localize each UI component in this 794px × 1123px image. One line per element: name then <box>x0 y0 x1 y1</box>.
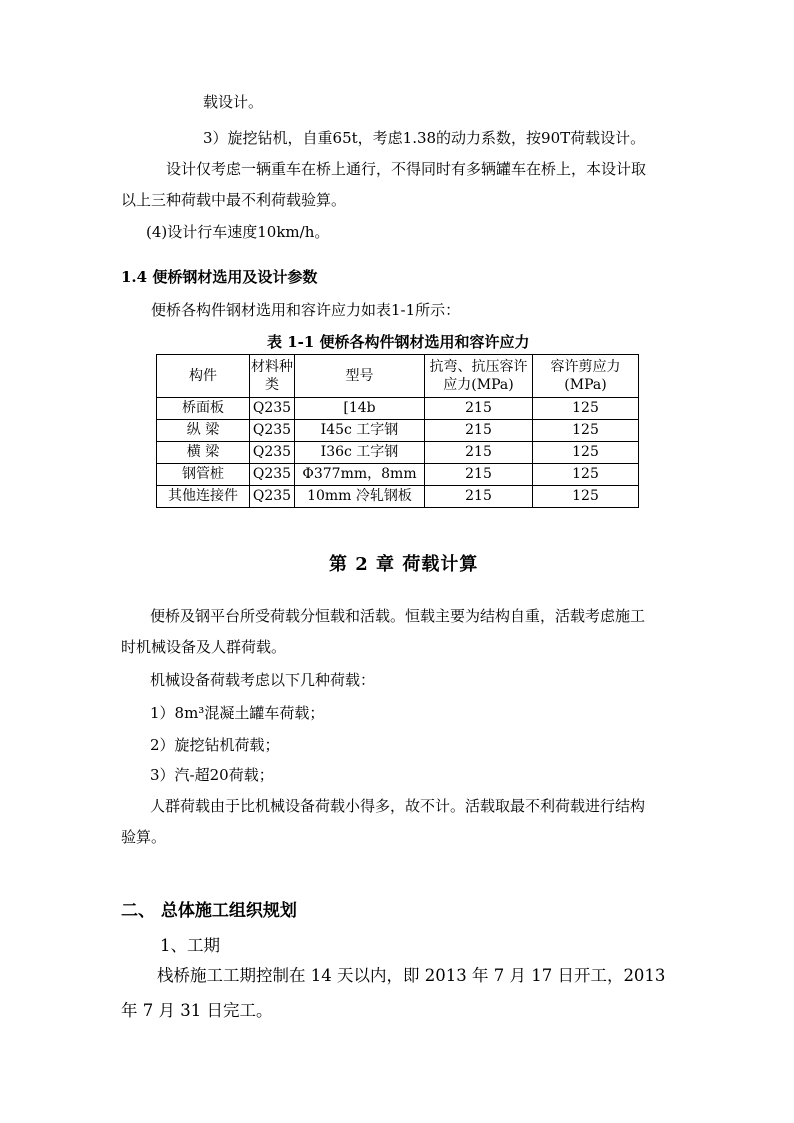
table-cell: 桥面板 <box>157 398 250 420</box>
table-cell: Q235 <box>250 442 295 464</box>
table-cell: 125 <box>533 420 639 442</box>
table-cell: 125 <box>533 398 639 420</box>
table-cell: I45c 工字钢 <box>295 420 425 442</box>
text-line: 栈桥施工工期控制在 14 天以内，即 2013 年 7 月 17 日开工，2013 <box>157 966 666 985</box>
table-cell: Q235 <box>250 420 295 442</box>
text-line: 便桥各构件钢材选用和容许应力如表1-1所示： <box>151 301 461 319</box>
list-item: 3）汽-超20荷载； <box>150 766 274 784</box>
part-heading: 二、 总体施工组织规划 <box>121 901 297 921</box>
table-caption: 表 1-1 便桥各构件钢材选用和容许应力 <box>267 333 530 351</box>
table-cell: 215 <box>425 398 533 420</box>
table-cell: 10mm 冷轧钢板 <box>295 486 425 508</box>
table-cell: 215 <box>425 464 533 486</box>
table-cell: I36c 工字钢 <box>295 442 425 464</box>
table-cell: 215 <box>425 420 533 442</box>
table-cell: 其他连接件 <box>157 486 250 508</box>
section-heading: 1.4 便桥钢材选用及设计参数 <box>121 268 318 286</box>
table-cell: [14b <box>295 398 425 420</box>
table-row <box>157 464 639 486</box>
text-line: 载设计。 <box>203 93 264 111</box>
text-line: (4)设计行车速度10km/h。 <box>146 223 330 241</box>
table-header-cell: 抗弯、抗压容许应力(MPa) <box>425 355 533 398</box>
list-item: 1）8m³混凝土罐车荷载； <box>150 704 325 722</box>
table-header-cell: 型号 <box>295 355 425 398</box>
table-header-cell: 材料种类 <box>250 355 295 398</box>
table-cell: 125 <box>533 464 639 486</box>
sub-heading: 1、工期 <box>160 936 220 955</box>
table-cell: Q235 <box>250 486 295 508</box>
table-header-row <box>157 355 639 398</box>
table-cell: 纵 梁 <box>157 420 250 442</box>
chapter-title: 第 2 章 荷载计算 <box>329 554 479 575</box>
text-line: 3）旋挖钻机，自重65t，考虑1.38的动力系数，按90T荷载设计。 <box>203 129 646 147</box>
table-cell: 215 <box>425 486 533 508</box>
table-cell: Q235 <box>250 398 295 420</box>
table-row <box>157 420 639 442</box>
text-line: 机械设备荷载考虑以下几种荷载： <box>150 671 376 689</box>
text-line: 设计仅考虑一辆重车在桥上通行，不得同时有多辆罐车在桥上，本设计取 <box>166 160 647 178</box>
text-line: 验算。 <box>121 828 167 846</box>
table-cell: 横 梁 <box>157 442 250 464</box>
table-cell: Q235 <box>250 464 295 486</box>
table-cell: 215 <box>425 442 533 464</box>
list-item: 2）旋挖钻机荷载； <box>150 736 280 754</box>
table-row <box>157 398 639 420</box>
table-cell: 钢管桩 <box>157 464 250 486</box>
table-cell: 125 <box>533 486 639 508</box>
table-row <box>157 486 639 508</box>
text-line: 时机械设备及人群荷载。 <box>121 638 287 656</box>
text-line: 人群荷载由于比机械设备荷载小得多，故不计。活载取最不利荷载进行结构 <box>150 797 646 815</box>
steel-spec-table <box>156 354 639 508</box>
table-header-cell: 构件 <box>157 355 250 398</box>
table-cell: Φ377mm，8mm <box>295 464 425 486</box>
table-cell: 125 <box>533 442 639 464</box>
table-row <box>157 442 639 464</box>
text-line: 年 7 月 31 日完工。 <box>121 1001 273 1020</box>
table-header-cell: 容许剪应力(MPa) <box>533 355 639 398</box>
text-line: 以上三种荷载中最不利荷载验算。 <box>121 191 347 209</box>
text-line: 便桥及钢平台所受荷载分恒载和活载。恒载主要为结构自重，活载考虑施工 <box>150 607 646 625</box>
